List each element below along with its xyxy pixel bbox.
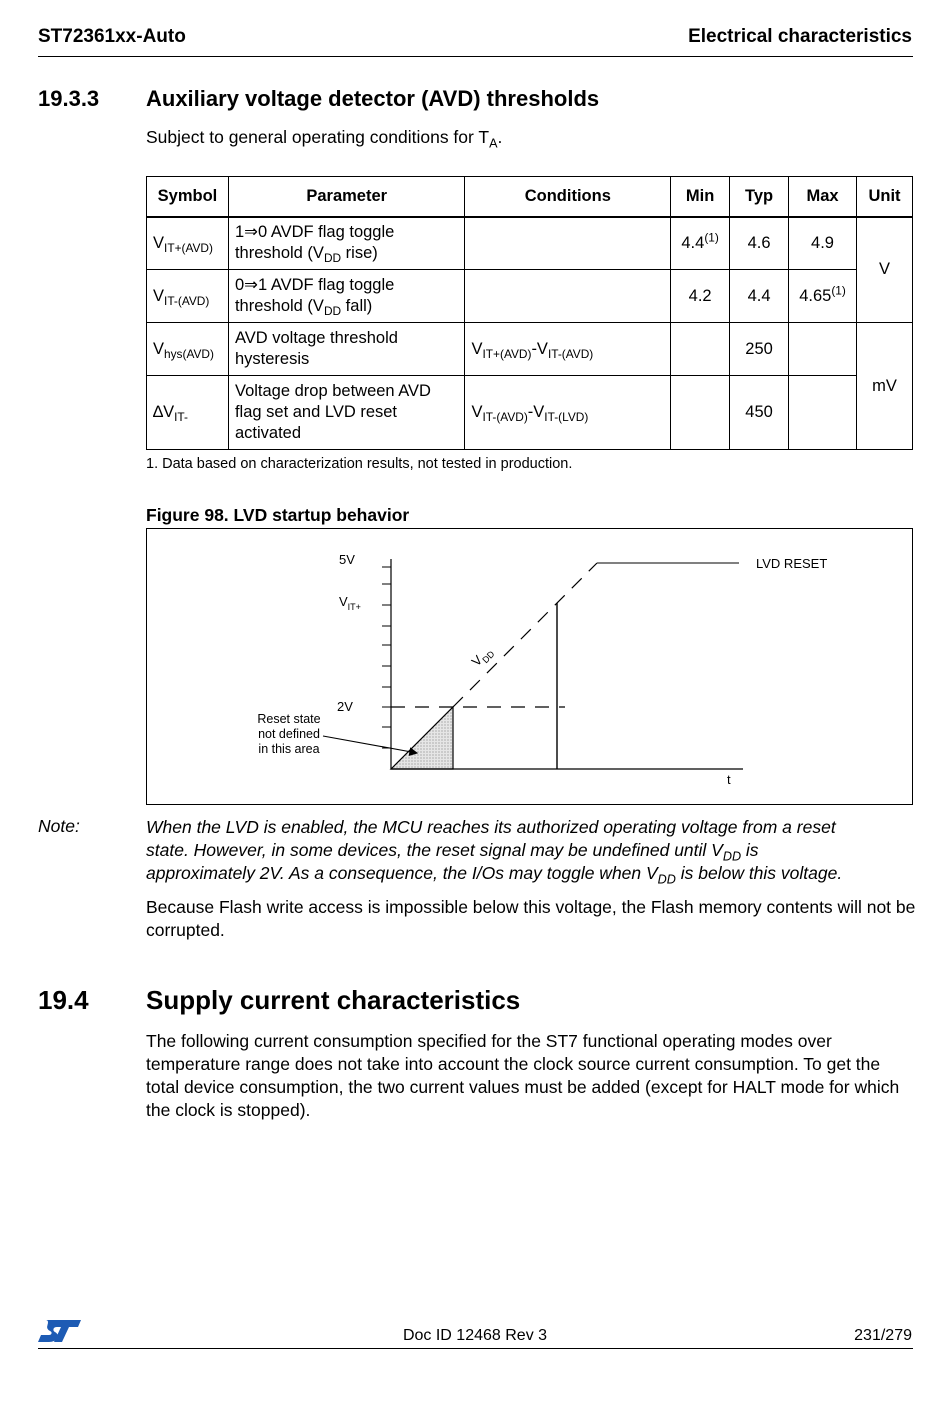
cell-parameter: AVD voltage threshold hysteresis — [228, 323, 465, 376]
cell-parameter: Voltage drop between AVD flag set and LVD reset activated — [228, 376, 465, 450]
header-doc-title: ST72361xx-Auto — [38, 26, 186, 47]
lvd-startup-figure — [146, 528, 913, 805]
footer-page-number: 231/279 — [854, 1327, 912, 1344]
footer-divider — [38, 1348, 913, 1349]
header-chapter-title: Electrical characteristics — [688, 26, 912, 47]
cell-typ: 450 — [730, 376, 789, 450]
col-header-symbol: Symbol — [147, 177, 229, 217]
table-row — [147, 217, 913, 270]
table-footnote: 1. Data based on characterization results, not tested in production. — [146, 456, 573, 472]
section-title-avd: Auxiliary voltage detector (AVD) thresholds — [146, 86, 600, 111]
cell-min — [671, 323, 730, 376]
label-lvd-reset: LVD RESET — [756, 556, 828, 571]
col-header-max: Max — [789, 177, 857, 217]
label-vdd: $V_{DD}$ — [468, 648, 497, 670]
cell-unit-v: V — [857, 217, 913, 323]
cell-parameter: 0⇒1 AVDF flag toggle threshold ($V_{DD}$ fall) — [228, 270, 465, 323]
cell-max — [789, 376, 857, 450]
figure-caption: Figure 98. LVD startup behavior — [146, 505, 410, 525]
col-header-min: Min — [671, 177, 730, 217]
col-header-conditions: Conditions — [465, 177, 671, 217]
cell-max: 4.9 — [789, 217, 857, 270]
table-row — [147, 323, 913, 376]
lvd-startup-diagram — [147, 529, 914, 806]
label-5v: 5V — [339, 552, 355, 567]
cell-typ: 4.6 — [730, 217, 789, 270]
col-header-unit: Unit — [857, 177, 913, 217]
section-intro-avd: Subject to general operating conditions for $T_A$. — [146, 127, 503, 151]
cell-conditions: $V_{IT-(AVD)}-V_{IT-(LVD)}$ — [465, 376, 671, 450]
cell-typ: 4.4 — [730, 270, 789, 323]
vdd-ramp-line — [453, 563, 597, 707]
table-row — [147, 376, 913, 450]
annotation-arrow — [323, 736, 417, 753]
col-header-parameter: Parameter — [228, 177, 465, 217]
cell-typ: 250 — [730, 323, 789, 376]
cell-max — [789, 323, 857, 376]
cell-symbol: $V_{IT-(AVD)}$ — [147, 270, 229, 323]
note-text: When the LVD is enabled, the MCU reaches its authorized operating voltage from a reset state. However, in some devices, the reset signal may be undefined until $V_{DD}$ is approximately 2V. As a consequence, the I/Os may toggle when $V_{DD}$ is below this voltage. — [146, 817, 843, 887]
cell-min: 4.2 — [671, 270, 730, 323]
reset-note-line-2: not defined — [258, 727, 320, 741]
cell-conditions — [465, 270, 671, 323]
section-number-supply: 19.4 — [38, 985, 89, 1015]
cell-max: 4.65$^{(1)}$ — [789, 270, 857, 323]
note-label: Note: — [38, 816, 80, 836]
cell-min — [671, 376, 730, 450]
table-row — [147, 270, 913, 323]
cell-symbol: $V_{IT+(AVD)}$ — [147, 217, 229, 270]
cell-min: 4.4$^{(1)}$ — [671, 217, 730, 270]
cell-unit-mv: mV — [857, 323, 913, 450]
section-number-avd: 19.3.3 — [38, 86, 100, 111]
cell-conditions: $V_{IT+(AVD)}-V_{IT-(AVD)}$ — [465, 323, 671, 376]
cell-conditions — [465, 217, 671, 270]
y-axis-ticks — [382, 567, 391, 748]
section-title-supply: Supply current characteristics — [146, 985, 521, 1015]
label-vit-plus: $V_{IT+}$ — [339, 594, 361, 612]
cell-symbol: $V_{hys(AVD)}$ — [147, 323, 229, 376]
reset-note-line-1: Reset state — [257, 712, 321, 726]
avd-thresholds-table — [146, 176, 913, 450]
col-header-typ: Typ — [730, 177, 789, 217]
reset-note-line-3: in this area — [258, 742, 320, 756]
header-divider — [38, 56, 913, 57]
undefined-reset-area — [391, 707, 453, 769]
footer-doc-id: Doc ID 12468 Rev 3 — [402, 1327, 548, 1344]
cell-symbol: $\Delta V_{IT-}$ — [147, 376, 229, 450]
label-2v: 2V — [337, 699, 353, 714]
table-header-row — [147, 177, 913, 217]
cell-parameter: 1⇒0 AVDF flag toggle threshold ($V_{DD}$ rise) — [228, 217, 465, 270]
label-time-axis: t — [727, 772, 731, 787]
flash-paragraph: Because Flash write access is impossible below this voltage, the Flash memory contents will not be corrupted. — [146, 897, 916, 940]
supply-paragraph: The following current consumption specified for the ST7 functional operating modes over temperature range does not take into account the clock source current consumption. To get the total device consumption, the two current values must be added (except for HALT mode for which the clock is stopped). — [146, 1031, 900, 1120]
